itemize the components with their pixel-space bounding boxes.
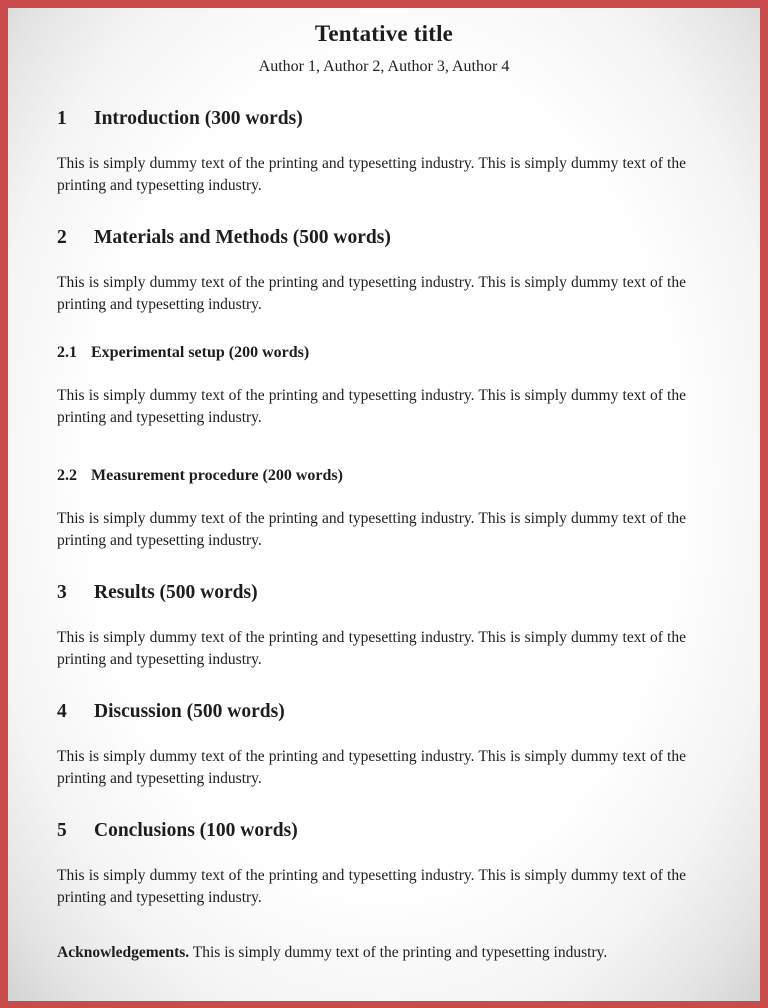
section-heading-label: Results (500 words)	[94, 582, 258, 603]
section-paragraph: This is simply dummy text of the printing and typesetting industry. This is simply dummy text of the printing and typesetting industry.	[57, 867, 686, 906]
section-heading-label: Discussion (500 words)	[94, 701, 285, 722]
section-heading	[57, 226, 686, 250]
subsection-heading-label: Measurement procedure (200 words)	[91, 467, 343, 484]
section-paragraph: This is simply dummy text of the printing and typesetting industry. This is simply dummy text of the printing and typesetting industry.	[57, 748, 686, 787]
document-header	[57, 20, 711, 77]
section-paragraph: This is simply dummy text of the printing and typesetting industry. This is simply dummy text of the printing and typesetting industry.	[57, 510, 686, 549]
section-number: 4	[57, 701, 67, 722]
section-number: 2	[57, 227, 67, 248]
subsection-heading-label: Experimental setup (200 words)	[91, 344, 310, 361]
subsection-measurement-procedure	[57, 466, 686, 551]
section-paragraph: This is simply dummy text of the printing and typesetting industry. This is simply dummy text of the printing and typesetting industry.	[57, 274, 686, 313]
subsection-experimental-setup	[57, 343, 686, 428]
acknowledgements-paragraph	[57, 942, 686, 964]
section-paragraph: This is simply dummy text of the printing and typesetting industry. This is simply dummy text of the printing and typesetting industry.	[57, 155, 686, 194]
section-heading	[57, 581, 686, 605]
authors-line: Author 1, Author 2, Author 3, Author 4	[258, 58, 510, 75]
section-number: 3	[57, 582, 67, 603]
section-heading	[57, 819, 686, 843]
section-paragraph: This is simply dummy text of the printing and typesetting industry. This is simply dummy text of the printing and typesetting industry.	[57, 629, 686, 668]
section-paragraph: This is simply dummy text of the printing and typesetting industry. This is simply dummy text of the printing and typesetting industry.	[57, 387, 686, 426]
acknowledgements-text: This is simply dummy text of the printing and typesetting industry.	[189, 944, 608, 961]
section-number: 1	[57, 108, 67, 129]
subsection-number: 2.2	[57, 467, 77, 484]
section-heading-label: Conclusions (100 words)	[94, 820, 298, 841]
subsection-heading	[57, 343, 686, 363]
section-heading	[57, 107, 686, 131]
subsection-heading	[57, 466, 686, 486]
document-title: Tentative title	[314, 21, 454, 46]
subsection-number: 2.1	[57, 344, 77, 361]
section-discussion	[57, 700, 686, 789]
section-heading	[57, 700, 686, 724]
section-conclusions	[57, 819, 686, 908]
section-number: 5	[57, 820, 67, 841]
section-results	[57, 581, 686, 670]
section-heading-label: Introduction (300 words)	[94, 108, 303, 129]
section-introduction	[57, 107, 686, 196]
section-heading-label: Materials and Methods (500 words)	[94, 227, 391, 248]
acknowledgements-label: Acknowledgements.	[57, 944, 190, 961]
section-materials-and-methods	[57, 226, 686, 315]
